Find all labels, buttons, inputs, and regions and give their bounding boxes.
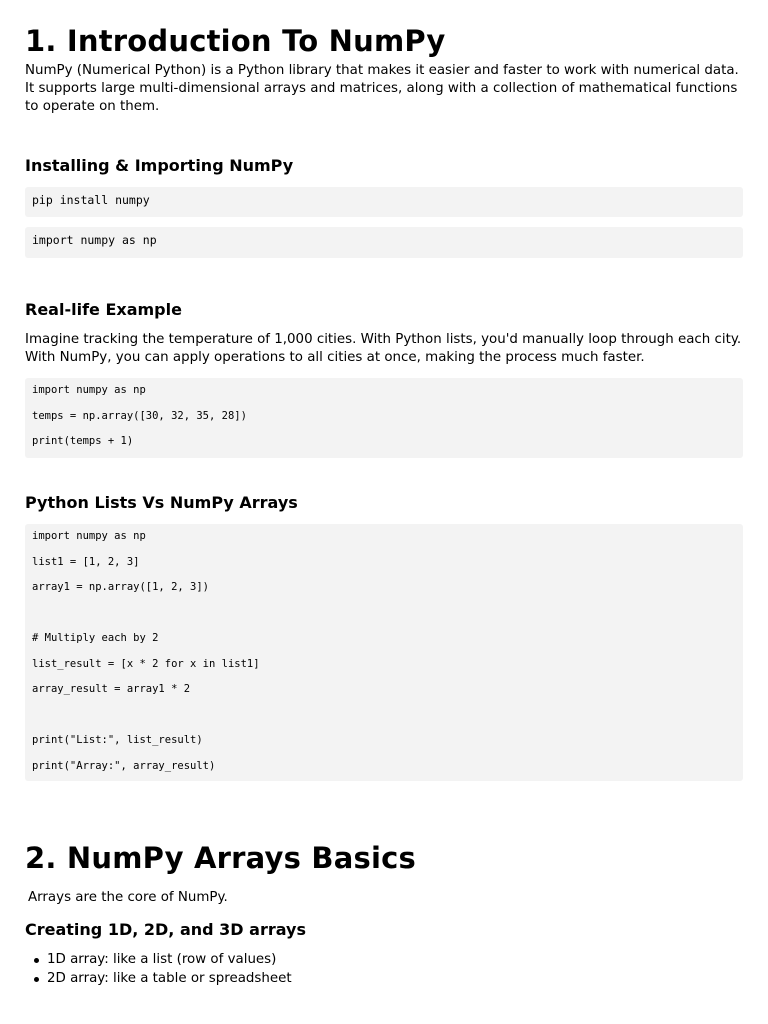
array-types-list: [25, 950, 743, 988]
section-1-title: 1. Introduction To NumPy: [25, 24, 446, 58]
list-item-text: 2D array: like a table or spreadsheet: [47, 971, 292, 986]
example-code-block: [25, 378, 743, 458]
install-heading: Installing & Importing NumPy: [25, 156, 294, 175]
code-line: print("Array:", array_result): [32, 759, 216, 772]
code-line: print(temps + 1): [32, 435, 134, 447]
code-line: array1 = np.array([1, 2, 3]): [32, 581, 210, 593]
section-2-subheading: Creating 1D, 2D, and 3D arrays: [25, 920, 306, 939]
section-2-title: 2. NumPy Arrays Basics: [25, 841, 416, 875]
import-code-block: [25, 227, 743, 258]
code-line: pip install numpy: [32, 193, 150, 207]
example-text: Imagine tracking the temperature of 1,000 cities. With Python lists, you'd manually loop through each city. With NumPy, you can apply operations to all cities at once, making the process much faster.: [25, 332, 742, 365]
code-line: import numpy as np: [32, 530, 146, 542]
code-line: array_result = array1 * 2: [32, 683, 191, 695]
code-line: [32, 601, 743, 627]
section-1-intro: NumPy (Numerical Python) is a Python library that makes it easier and faster to work with numerical data. It supports large multi-dimensional arrays and matrices, along with a collection of mathematical functions to operate on them.: [25, 63, 739, 114]
compare-heading: Python Lists Vs NumPy Arrays: [25, 493, 298, 512]
list-item-text: 1D array: like a list (row of values): [47, 952, 277, 967]
compare-code-block: [25, 524, 743, 781]
example-heading: Real-life Example: [25, 300, 182, 319]
code-line: import numpy as np: [32, 233, 157, 247]
list-item: [25, 969, 743, 988]
list-item: [25, 950, 743, 969]
code-line: print("List:", list_result): [32, 734, 203, 746]
bullet-icon: [34, 958, 39, 963]
code-line: [32, 703, 743, 729]
code-line: import numpy as np: [32, 384, 146, 396]
bullet-icon: [34, 977, 39, 982]
code-line: list1 = [1, 2, 3]: [32, 555, 140, 568]
section-2-intro: Arrays are the core of NumPy.: [28, 890, 228, 905]
code-line: list_result = [x * 2 for x in list1]: [32, 657, 260, 670]
code-line: # Multiply each by 2: [32, 632, 159, 644]
code-line: temps = np.array([30, 32, 35, 28]): [32, 409, 247, 422]
install-code-block: [25, 187, 743, 217]
